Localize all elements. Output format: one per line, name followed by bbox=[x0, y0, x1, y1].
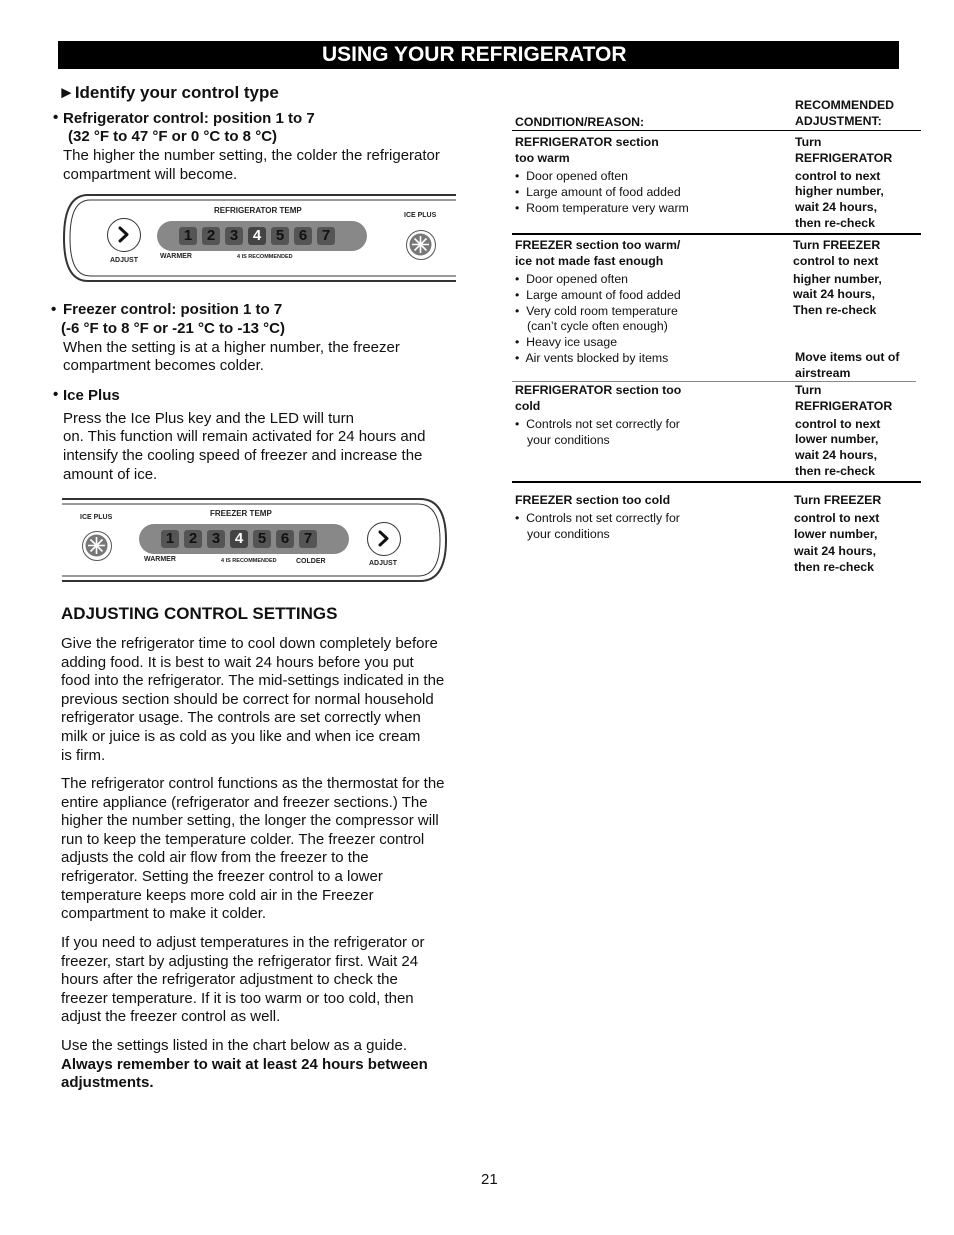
reason-item: • Air vents blocked by items bbox=[515, 350, 669, 365]
text-line: ice not made fast enough bbox=[515, 253, 664, 268]
text-line: then re-check bbox=[795, 463, 875, 478]
text-line: adjusts the cold air flow from the freezer to the bbox=[61, 849, 369, 867]
warmer-label: WARMER bbox=[160, 253, 192, 260]
text-line: control to next bbox=[793, 253, 879, 268]
reason-item: • Large amount of food added bbox=[515, 287, 681, 302]
text-line: adding food. It is best to wait 24 hours before you put bbox=[61, 653, 414, 671]
reason-text: Controls not set correctly for bbox=[526, 417, 680, 431]
reason-item: • Very cold room temperature bbox=[515, 303, 678, 318]
text-line: lower number, bbox=[794, 526, 878, 541]
ice-plus-label: ICE PLUS bbox=[80, 514, 113, 521]
bullet: • bbox=[51, 301, 57, 318]
adjusting-paragraph-3 bbox=[61, 934, 481, 1027]
row-adjustment bbox=[795, 135, 892, 232]
page-title: USING YOUR REFRIGERATOR bbox=[58, 41, 899, 69]
reason-text: Controls not set correctly for bbox=[526, 511, 680, 525]
row-adjustment bbox=[794, 493, 881, 576]
table-rule bbox=[512, 130, 921, 131]
ice-plus-label: ICE PLUS bbox=[404, 212, 437, 219]
setting-digit: 6 bbox=[294, 227, 312, 245]
recommended-note: 4 IS RECOMMENDED bbox=[237, 254, 293, 260]
reason-text: Air vents blocked by items bbox=[525, 350, 669, 365]
row-adjustment bbox=[795, 383, 892, 480]
ice-plus-button[interactable] bbox=[82, 531, 112, 561]
setting-digit: 2 bbox=[184, 530, 202, 548]
freezer-control-panel bbox=[58, 496, 450, 584]
table-rule bbox=[512, 233, 921, 235]
reason-item: • Door opened often bbox=[515, 272, 629, 286]
text-line: Turn FREEZER bbox=[794, 493, 882, 507]
row-condition bbox=[515, 383, 681, 415]
setting-digit: 1 bbox=[179, 227, 197, 245]
setting-digits bbox=[161, 530, 322, 548]
freezer-control-title: Freezer control: position 1 to 7 bbox=[63, 301, 283, 318]
adjusting-paragraph-1 bbox=[61, 635, 481, 765]
text-line: control to next bbox=[795, 416, 881, 431]
text-line: REFRIGERATOR bbox=[795, 398, 893, 413]
header-line: RECOMMENDED bbox=[795, 98, 895, 112]
setting-digit: 5 bbox=[271, 227, 289, 245]
text-line: wait 24 hours, bbox=[794, 544, 877, 559]
setting-digit: 2 bbox=[202, 227, 220, 245]
reason-item: • Controls not set correctly for bbox=[515, 511, 680, 525]
text-line: food into the refrigerator. The mid-settings indicated in the bbox=[61, 672, 445, 690]
recommended-note: 4 IS RECOMMENDED bbox=[221, 558, 277, 564]
text-line: Turn FREEZER bbox=[793, 238, 881, 252]
ice-plus-desc-2: on. This function will remain activated for 24 hours and bbox=[63, 428, 426, 445]
row-reasons bbox=[515, 169, 775, 216]
identify-heading: ►Identify your control type bbox=[58, 83, 279, 102]
table-rule bbox=[512, 381, 916, 382]
fridge-control-desc-2: compartment will become. bbox=[63, 166, 238, 183]
text-line: higher number, bbox=[795, 184, 884, 199]
ice-plus-desc-1: Press the Ice Plus key and the LED will turn bbox=[63, 410, 354, 427]
text-line: control to next bbox=[794, 510, 880, 525]
fridge-control-range: (32 °F to 47 °F or 0 °C to 8 °C) bbox=[68, 128, 278, 145]
text-line: refrigerator usage. The controls are set correctly when bbox=[61, 709, 421, 727]
fridge-control-title: Refrigerator control: position 1 to 7 bbox=[63, 110, 315, 127]
warmer-label: WARMER bbox=[144, 556, 176, 563]
text-line: entire appliance (refrigerator and freezer sections.) The bbox=[61, 793, 428, 811]
ice-plus-desc-4: amount of ice. bbox=[63, 466, 158, 483]
freezer-control-range: (-6 °F to 8 °F or -21 °C to -13 °C) bbox=[61, 320, 286, 337]
adjusting-heading: ADJUSTING CONTROL SETTINGS bbox=[61, 604, 338, 623]
reason-text: Large amount of food added bbox=[526, 287, 681, 302]
text-line: then re-check bbox=[794, 560, 874, 575]
text-line: wait 24 hours, bbox=[793, 287, 876, 302]
reason-item: • Room temperature very warm bbox=[515, 200, 689, 215]
snowflake-icon bbox=[407, 231, 434, 258]
reason-item: • Large amount of food added bbox=[515, 184, 681, 199]
ice-plus-title: Ice Plus bbox=[63, 387, 120, 404]
snowflake-icon bbox=[83, 532, 110, 559]
row-reasons bbox=[515, 272, 775, 367]
text-line: control to next bbox=[795, 168, 881, 183]
text-line: higher the number setting, the longer the compressor will bbox=[61, 812, 439, 830]
reason-text: Room temperature very warm bbox=[526, 200, 689, 215]
text-line: previous section should be correct for normal household bbox=[61, 690, 434, 708]
reason-item: • Controls not set correctly for bbox=[515, 417, 680, 431]
setting-digit: 3 bbox=[207, 530, 225, 548]
freezer-temp-label: FREEZER TEMP bbox=[210, 509, 272, 518]
text-line: freezer, start by adjusting the refrigerator first. Wait 24 bbox=[61, 952, 419, 970]
table-col1-header: CONDITION/REASON: bbox=[515, 115, 645, 129]
text-line: wait 24 hours, bbox=[795, 448, 878, 463]
ice-plus-button[interactable] bbox=[406, 230, 436, 260]
text-line: FREEZER section too warm/ bbox=[515, 238, 681, 252]
text-line: milk or juice is as cold as you like and when ice cream bbox=[61, 727, 421, 745]
text-line: run to keep the temperature colder. The freezer control bbox=[61, 830, 425, 848]
setting-display bbox=[157, 221, 367, 251]
text-line: temperature keeps more cold air in the Freezer bbox=[61, 886, 374, 904]
text-line: REFRIGERATOR bbox=[795, 150, 893, 165]
reason-text: Heavy ice usage bbox=[526, 335, 618, 350]
setting-digit: 5 bbox=[253, 530, 271, 548]
reason-text: Door opened often bbox=[526, 169, 629, 183]
setting-digit: 6 bbox=[276, 530, 294, 548]
reason-item: • Heavy ice usage bbox=[515, 335, 618, 350]
reason-text: Large amount of food added bbox=[526, 184, 681, 199]
text-line: too warm bbox=[515, 150, 570, 165]
reason-text: Door opened often bbox=[526, 272, 629, 286]
text-line: Use the settings listed in the chart below as a guide. bbox=[61, 1037, 408, 1054]
chevron-right-icon bbox=[368, 523, 399, 554]
text-line: compartment to make it colder. bbox=[61, 905, 267, 923]
reason-item: • Door opened often bbox=[515, 169, 629, 183]
table-rule bbox=[512, 481, 921, 483]
adjust-button[interactable] bbox=[107, 218, 141, 252]
text-line: Turn bbox=[795, 383, 822, 397]
setting-digit-selected: 4 bbox=[248, 227, 266, 245]
text-line: Give the refrigerator time to cool down completely before bbox=[61, 635, 438, 652]
setting-digit: 3 bbox=[225, 227, 243, 245]
text-line: cold bbox=[515, 398, 541, 413]
text-line: Move items out of bbox=[795, 350, 900, 364]
bullet: • bbox=[53, 386, 59, 403]
setting-display bbox=[139, 524, 349, 554]
text-line: Turn bbox=[795, 135, 822, 149]
text-line: higher number, bbox=[793, 271, 882, 286]
row-reasons bbox=[515, 511, 775, 543]
text-line: then re-check bbox=[795, 215, 875, 230]
row-condition bbox=[515, 493, 670, 509]
setting-digits bbox=[179, 227, 340, 245]
header-line: ADJUSTMENT: bbox=[795, 113, 882, 128]
freezer-control-desc-1: When the setting is at a higher number, the freezer bbox=[63, 339, 400, 356]
text-line: lower number, bbox=[795, 432, 879, 447]
text-line: hours after the refrigerator adjustment to check the bbox=[61, 971, 398, 989]
text-line: If you need to adjust temperatures in the refrigerator or bbox=[61, 934, 425, 951]
colder-label: COLDER bbox=[296, 558, 326, 565]
bullet: • bbox=[53, 109, 59, 126]
adjust-button[interactable] bbox=[367, 522, 401, 556]
freezer-control-desc-2: compartment becomes colder. bbox=[63, 357, 264, 374]
reason-text: your conditions bbox=[527, 526, 610, 541]
fridge-temp-label: REFRIGERATOR TEMP bbox=[214, 206, 302, 215]
text-line: freezer temperature. If it is too warm or too cold, then bbox=[61, 989, 414, 1007]
fridge-control-desc-1: The higher the number setting, the colder the refrigerator bbox=[63, 147, 440, 164]
text-line: refrigerator. Setting the freezer control to a lower bbox=[61, 867, 383, 885]
table-col2-header bbox=[795, 98, 894, 130]
row-condition bbox=[515, 238, 680, 270]
adjusting-paragraph-4 bbox=[61, 1037, 481, 1093]
text-line: The refrigerator control functions as the thermostat for the bbox=[61, 775, 445, 792]
adjusting-paragraph-2 bbox=[61, 775, 481, 924]
text-line: wait 24 hours, bbox=[795, 200, 878, 215]
setting-digit: 7 bbox=[299, 530, 317, 548]
page-number: 21 bbox=[481, 1171, 498, 1188]
text-line: FREEZER section too cold bbox=[515, 493, 671, 507]
text-line: adjust the freezer control as well. bbox=[61, 1008, 281, 1026]
chevron-right-icon bbox=[108, 219, 139, 250]
adjust-label: ADJUST bbox=[369, 560, 398, 567]
reason-text: (can’t cycle often enough) bbox=[527, 319, 668, 334]
row-condition bbox=[515, 135, 659, 167]
setting-digit-selected: 4 bbox=[230, 530, 248, 548]
text-line: Then re-check bbox=[793, 303, 877, 318]
text-line: is firm. bbox=[61, 746, 106, 764]
text-line: airstream bbox=[795, 365, 851, 380]
text-line-bold: adjustments. bbox=[61, 1074, 154, 1092]
setting-digit: 7 bbox=[317, 227, 335, 245]
row-adjustment-secondary bbox=[795, 350, 900, 382]
reason-text: Very cold room temperature bbox=[526, 303, 678, 318]
adjust-label: ADJUST bbox=[110, 257, 139, 264]
reason-text: your conditions bbox=[527, 432, 610, 447]
text-line: REFRIGERATOR section too bbox=[515, 383, 682, 397]
row-reasons bbox=[515, 417, 775, 449]
setting-digit: 1 bbox=[161, 530, 179, 548]
text-line-bold: Always remember to wait at least 24 hours between bbox=[61, 1055, 428, 1073]
fridge-control-panel bbox=[58, 192, 458, 284]
ice-plus-desc-3: intensify the cooling speed of freezer and increase the bbox=[63, 447, 423, 464]
text-line: REFRIGERATOR section bbox=[515, 135, 659, 149]
row-adjustment bbox=[793, 238, 882, 319]
